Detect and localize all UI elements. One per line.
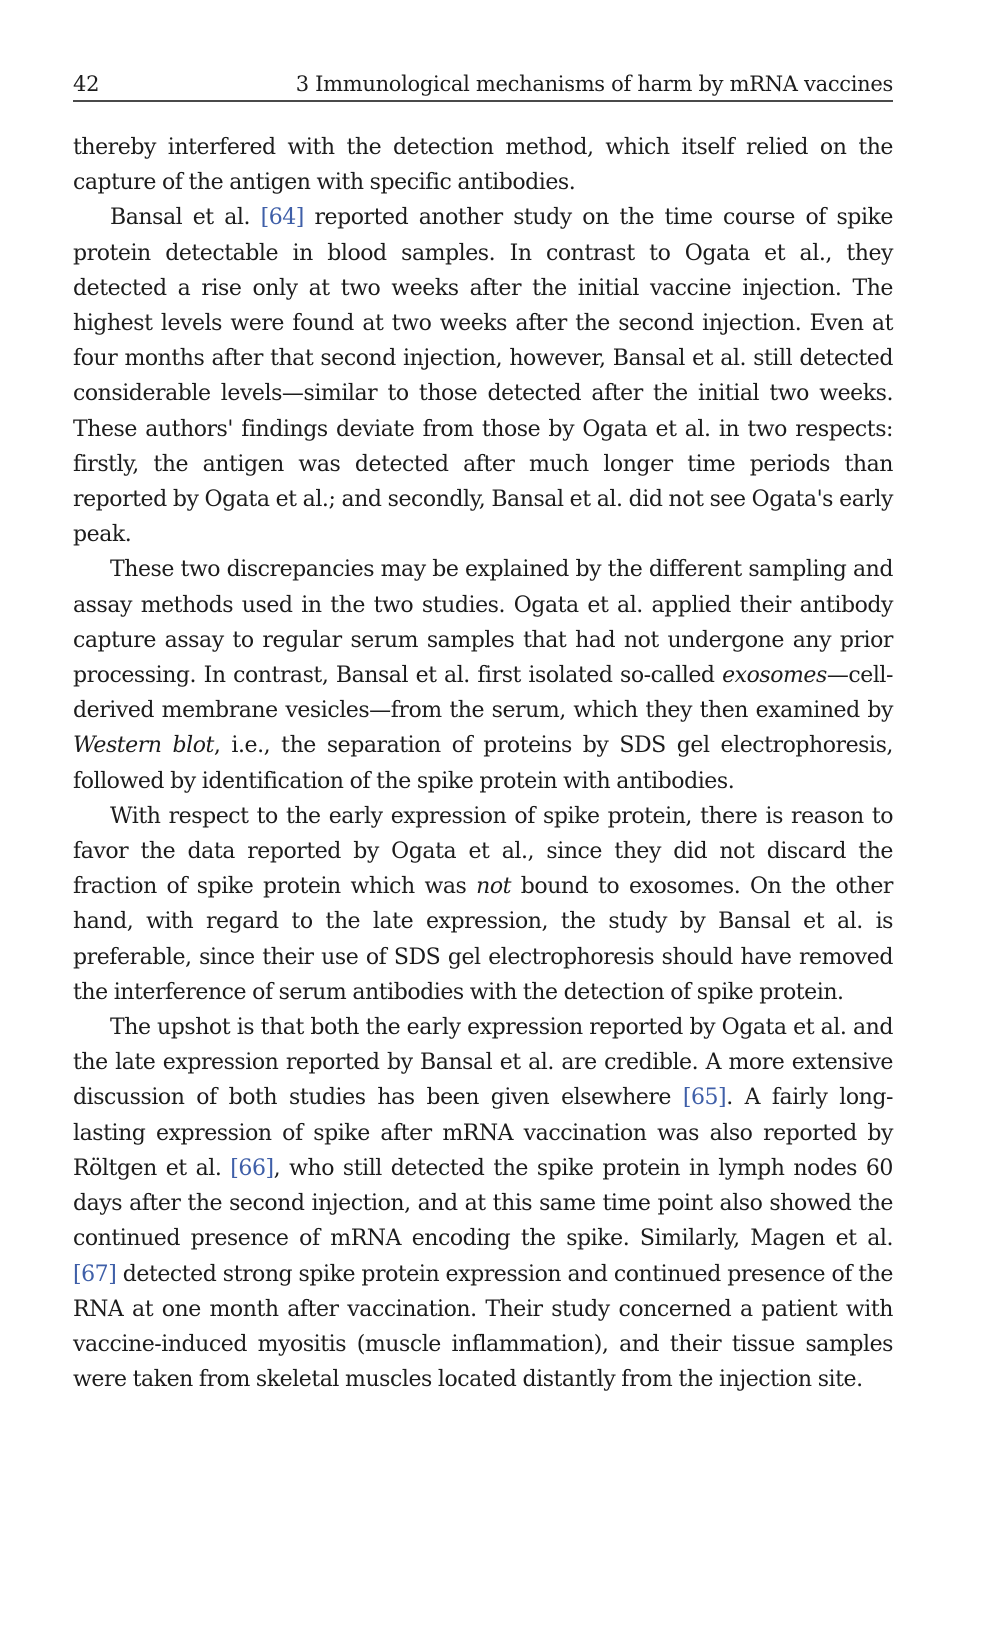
text-run: bound to exosomes. On the other hand, with regard to the late expression, the study by Bansal et al. is preferable, since their use of SDS gel electrophoresis should have removed the interference of serum antibodies with the detection of spike protein. — [73, 874, 894, 1005]
italic-term: exosomes — [722, 663, 827, 689]
text-run: thereby interfered with the detection method, which itself relied on the capture of the antigen with specific antibodies. — [73, 135, 893, 196]
paragraph — [73, 200, 893, 552]
body-text — [73, 130, 893, 1397]
paragraph — [73, 1010, 893, 1397]
text-run: The upshot is that both the early expression reported by Ogata et al. and the late expression reported by Bansal et al. are credible. A more extensive discussion of both studies has been given elsewhere — [73, 1015, 893, 1111]
citation-link[interactable]: [64] — [260, 205, 304, 231]
text-run: , i.e., the separation of proteins by SDS gel electrophoresis, followed by identification of the spike protein with antibodies. — [73, 733, 893, 794]
book-page — [73, 70, 893, 1397]
text-run: reported another study on the time course of spike protein detectable in blood samples. In contrast to Ogata et al., they detected a rise only at two weeks after the initial vaccine injection. The highest levels were found at two weeks after the second injection. Even at four months after that second injection, however, Bansal et al. still detected considerable levels—similar to those detected after the initial two weeks. These authors' findings deviate from those by Ogata et al. in two respects: firstly, the antigen was detected after much longer time periods than reported by Ogata et al.; and secondly, Bansal et al. did not see Ogata's early peak. — [73, 205, 893, 548]
text-run: , who still detected the spike protein in lymph nodes 60 days after the second injection, and at this same time point also showed the continued presence of mRNA encoding the spike. Similarly, Magen et al. — [73, 1155, 893, 1252]
text-run: detected strong spike protein expression and continued presence of the RNA at one month after vaccination. Their study concerned a patient with vaccine-induced myositis (muscle inflammation), and their tissue samples were taken from skeletal muscles located distantly from the injection site. — [73, 1261, 893, 1393]
paragraph — [73, 799, 893, 1010]
page-number: 42 — [73, 72, 100, 96]
text-run: Bansal et al. — [110, 205, 261, 231]
citation-link[interactable]: [66] — [230, 1155, 274, 1181]
text-run: —cell-derived membrane vesicles—from the serum, which they then examined by — [73, 663, 893, 724]
citation-link[interactable]: [65] — [682, 1085, 727, 1111]
citation-link[interactable]: [67] — [73, 1261, 117, 1287]
italic-term: not — [476, 874, 512, 900]
text-run: . A fairly long-lasting expression of spike after mRNA vaccination was also reported by Röltgen et al. — [73, 1085, 893, 1181]
paragraph — [73, 552, 893, 798]
text-run: With respect to the early expression of spike protein, there is reason to favor the data reported by Ogata et al., since they did not discard the fraction of spike protein which was — [73, 803, 893, 900]
text-run: These two discrepancies may be explained by the different sampling and assay methods used in the two studies. Ogata et al. applied their antibody capture assay to regular serum samples that had not undergone any prior processing. In contrast, Bansal et al. first isolated so-called — [73, 557, 893, 689]
paragraph — [73, 130, 893, 200]
italic-term: Western blot — [73, 733, 214, 759]
running-header — [73, 70, 893, 102]
chapter-title: 3 Immunological mechanisms of harm by mRNA vaccines — [295, 72, 893, 96]
